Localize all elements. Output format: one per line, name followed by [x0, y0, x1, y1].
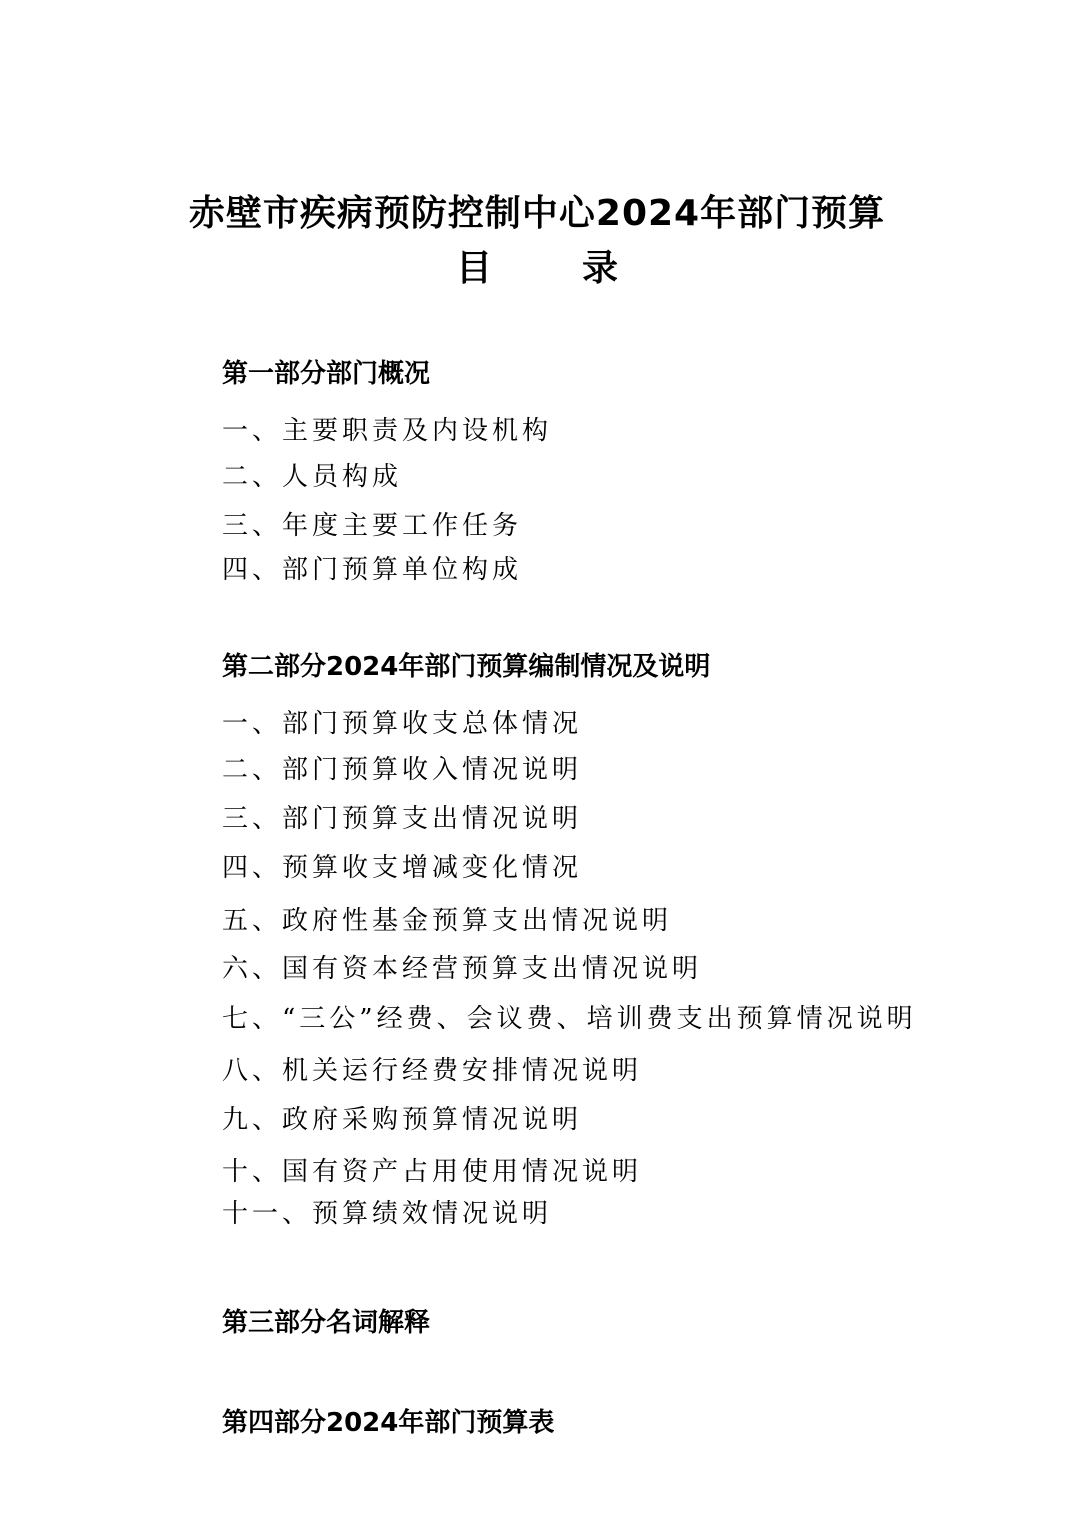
- toc-item: 十、国有资产占用使用情况说明: [222, 1157, 643, 1187]
- toc-item: 二、部门预算收入情况说明: [222, 755, 583, 785]
- toc-item: 十一、预算绩效情况说明: [222, 1199, 553, 1229]
- toc-item: 四、预算收支增减变化情况: [222, 853, 583, 883]
- toc-heading: [0, 243, 1074, 295]
- toc-item: 三、部门预算支出情况说明: [222, 804, 583, 834]
- toc-item: 八、机关运行经费安排情况说明: [222, 1056, 643, 1086]
- section-heading-part-4: 第四部分2024年部门预算表: [222, 1408, 555, 1438]
- toc-item: 四、部门预算单位构成: [222, 555, 523, 585]
- section-heading-part-3: 第三部分名词解释: [222, 1308, 431, 1338]
- toc-item: 六、国有资本经营预算支出情况说明: [222, 954, 703, 984]
- toc-heading-char-1: 目: [455, 248, 492, 289]
- section-heading-part-2: 第二部分2024年部门预算编制情况及说明: [222, 652, 711, 682]
- toc-item: 五、政府性基金预算支出情况说明: [222, 906, 673, 936]
- toc-item: 二、人员构成: [222, 462, 403, 492]
- toc-item: 一、主要职责及内设机构: [222, 416, 553, 446]
- section-heading-part-1: 第一部分部门概况: [222, 359, 431, 389]
- toc-item: 一、部门预算收支总体情况: [222, 709, 583, 739]
- toc-heading-char-2: 录: [582, 248, 619, 289]
- toc-item: 三、年度主要工作任务: [222, 511, 523, 541]
- toc-item: 七、“三公”经费、会议费、培训费支出预算情况说明: [222, 1004, 917, 1034]
- document-title: 赤壁市疾病预防控制中心2024年部门预算: [188, 193, 886, 234]
- toc-item: 九、政府采购预算情况说明: [222, 1105, 583, 1135]
